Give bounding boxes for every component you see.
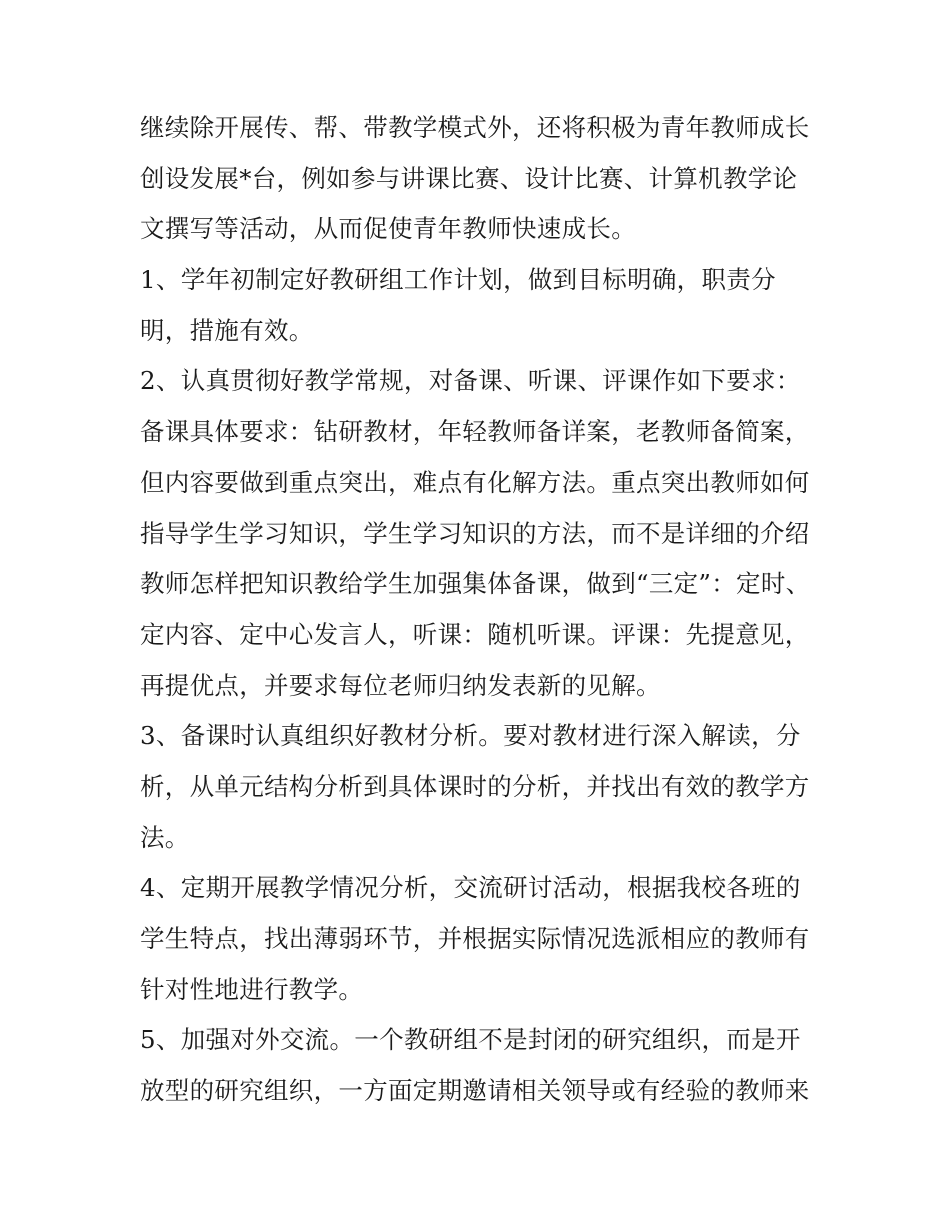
text-line: 3、备课时认真组织好教材分析。要对教材进行深入解读，分 xyxy=(140,721,801,751)
text-line: 定内容、定中心发言人，听课：随机听课。评课：先提意见， xyxy=(140,619,810,649)
text-line: 再提优点，并要求每位老师归纳发表新的见解。 xyxy=(140,670,661,700)
text-line: 明，措施有效。 xyxy=(140,315,314,345)
text-line: 法。 xyxy=(140,822,190,852)
text-line: 学生特点，找出薄弱环节，并根据实际情况选派相应的教师有 xyxy=(140,924,810,953)
text-line: 继续除开展传、帮、带教学模式外，还将积极为青年教师成长 xyxy=(140,113,810,142)
text-line: 4、定期开展教学情况分析，交流研讨活动，根据我校各班的 xyxy=(140,873,801,903)
text-line: 但内容要做到重点突出，难点有化解方法。重点突出教师如何 xyxy=(140,467,810,497)
text-line: 针对性地进行教学。 xyxy=(140,974,364,1004)
text-line: 创设发展*台，例如参与讲课比赛、设计比赛、计算机教学论 xyxy=(140,163,798,193)
text-line: 教师怎样把知识教给学生加强集体备课，做到“三定”：定时、 xyxy=(140,569,811,599)
text-line: 放型的研究组织，一方面定期邀请相关领导或有经验的教师来 xyxy=(140,1076,810,1106)
text-line: 2、认真贯彻好教学常规，对备课、听课、评课作如下要求： xyxy=(140,366,801,396)
text-line: 析，从单元结构分析到具体课时的分析，并找出有效的教学方 xyxy=(140,771,810,801)
text-line: 1、学年初制定好教研组工作计划，做到目标明确，职责分 xyxy=(140,265,776,295)
text-line: 文撰写等活动，从而促使青年教师快速成长。 xyxy=(140,214,636,244)
text-line: 5、加强对外交流。一个教研组不是封闭的研究组织，而是开 xyxy=(140,1025,801,1055)
text-line: 备课具体要求：钻研教材，年轻教师备详案，老教师备简案， xyxy=(140,417,810,447)
document-body xyxy=(140,103,820,1117)
text-line: 指导学生学习知识，学生学习知识的方法，而不是详细的介绍 xyxy=(140,518,810,548)
